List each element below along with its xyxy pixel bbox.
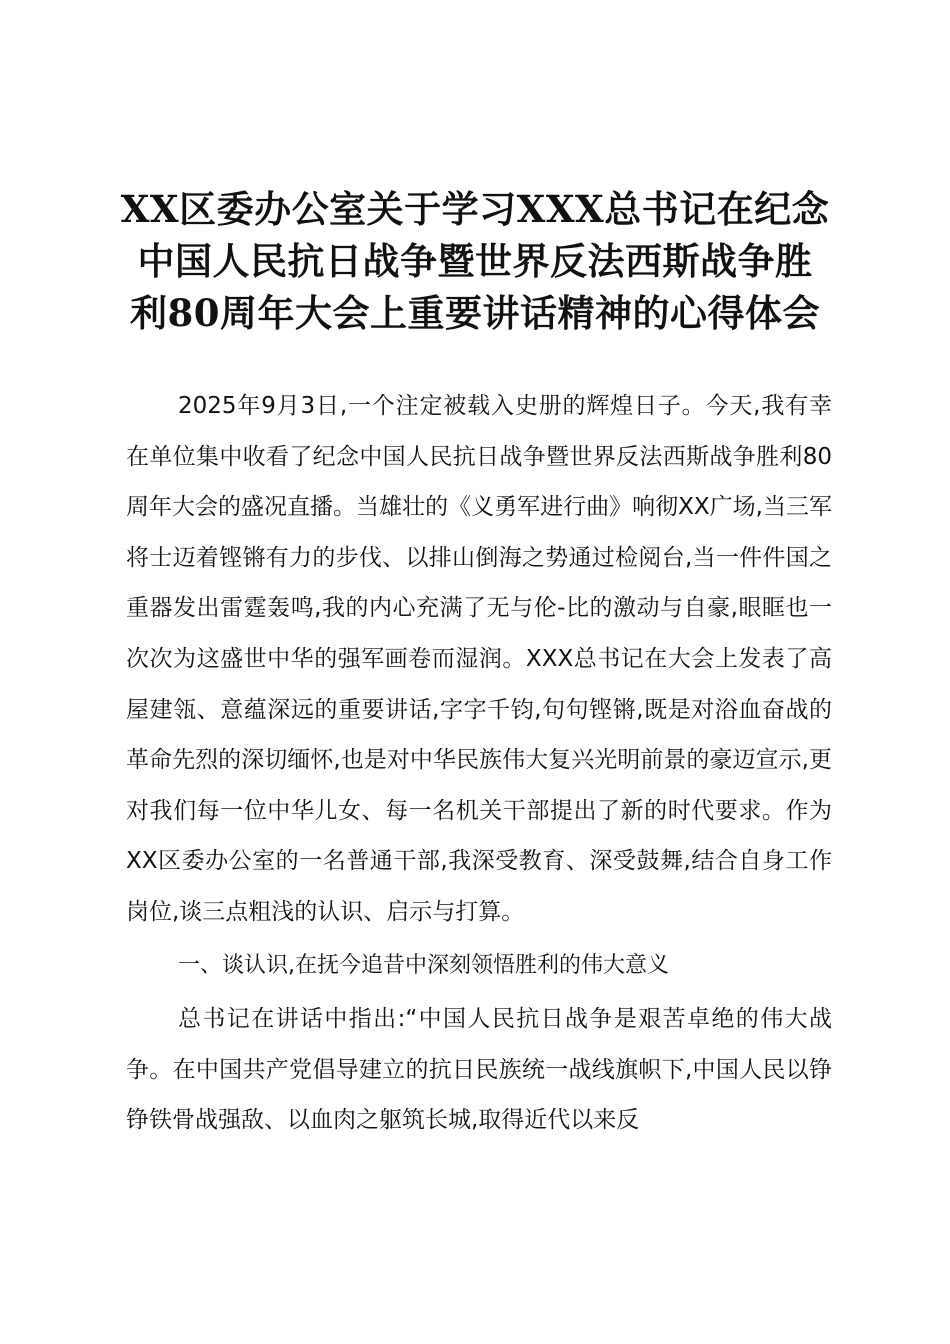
document-body [126,381,832,1146]
document-title: XX区委办公室关于学习XXX总书记在纪念中国人民抗日战争暨世界反法西斯战争胜利80周年大会上重要讲话精神的心得体会 [120,187,830,335]
section-paragraph: 总书记在讲话中指出:“中国人民抗日战争是艰苦卓绝的伟大战争。在中国共产党倡导建立的抗日民族统一战线旗帜下,中国人民以铮铮铁骨战强敌、以血肉之躯筑长城,取得近代以来反 [126,1006,832,1134]
section-heading: 一、谈认识,在抚今追昔中深刻领悟胜利的伟大意义 [178,952,669,978]
intro-paragraph: 2025年9月3日,一个注定被载入史册的辉煌日子。今天,我有幸在单位集中收看了纪念中国人民抗日战争暨世界反法西斯战争胜利80周年大会的盛况直播。当雄壮的《义勇军进行曲》响彻XX广场,当三军将士迈着铿锵有力的步伐、以排山倒海之势通过检阅台,当一件件国之重器发出雷霆轰鸣,我的内心充满了无与伦-比的激动与自豪,眼眶也一次次为这盛世中华的强军画卷而湿润。XXX总书记在大会上发表了高屋建瓴、意蕴深远的重要讲话,字字千钧,句句铿锵,既是对浴血奋战的革命先烈的深切缅怀,也是对中华民族伟大复兴光明前景的豪迈宣示,更对我们每一位中华儿女、每一名机关干部提出了新的时代要求。作为XX区委办公室的一名普通干部,我深受教育、深受鼓舞,结合自身工作岗位,谈三点粗浅的认识、启示与打算。 [126,393,832,925]
